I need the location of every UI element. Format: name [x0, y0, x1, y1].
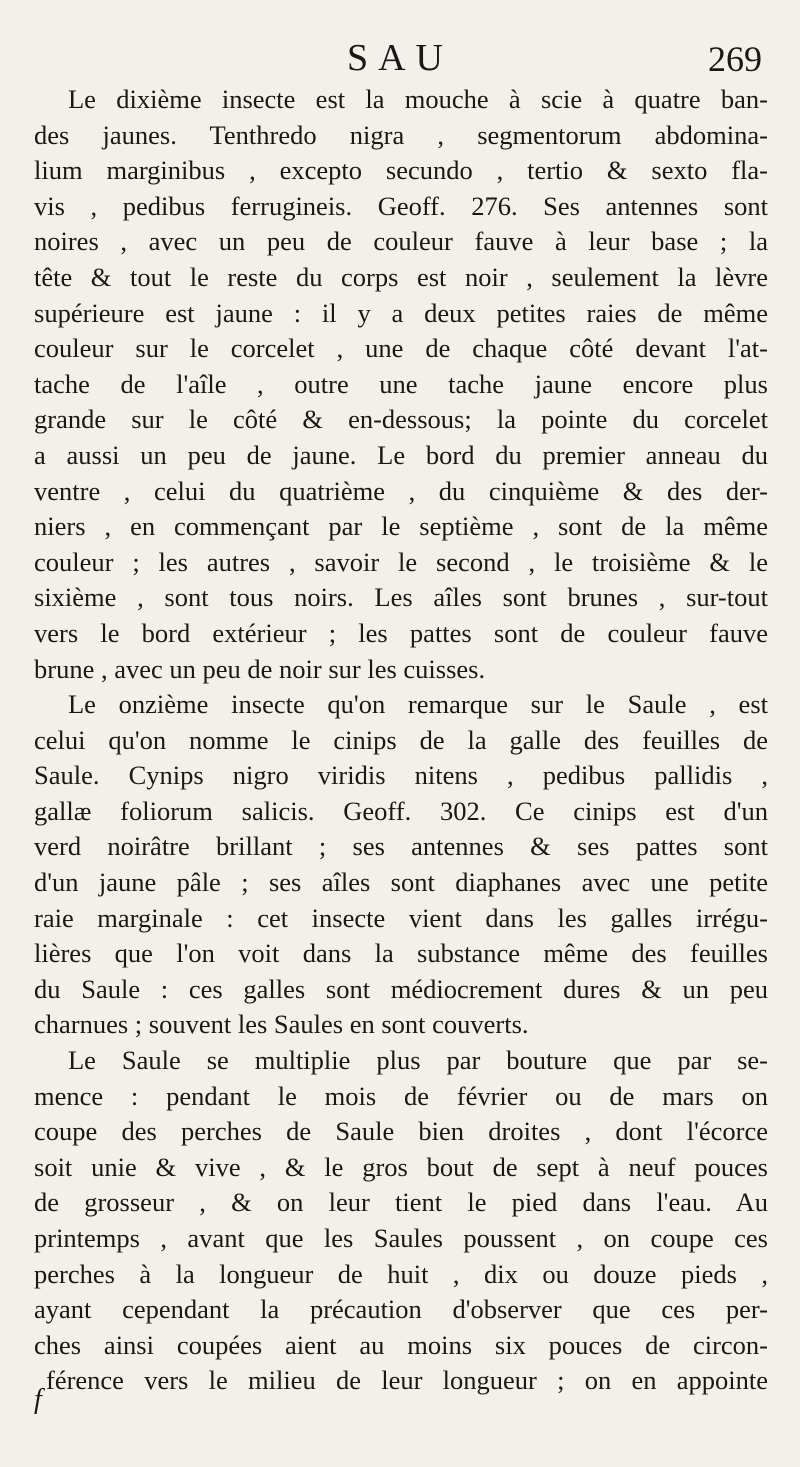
text-line: verd noirâtre brillant ; ses antennes & ses pattes sont	[34, 831, 768, 862]
text-line: ches ainsi coupées aient au moins six pouces de circon-	[34, 1329, 768, 1360]
text-line: soit unie & vive , & le gros bout de sept à neuf pouces	[34, 1151, 768, 1182]
running-title: SAU	[346, 37, 454, 79]
text-line: mence : pendant le mois de février ou de mars on	[34, 1080, 768, 1111]
text-line: d'un jaune pâle ; ses aîles sont diaphanes avec une petite	[34, 867, 768, 898]
text-line: coupe des perches de Saule bien droites , dont l'écorce	[34, 1116, 768, 1147]
text-line: printemps , avant que les Saules poussent , on coupe ces	[34, 1223, 768, 1253]
text-line: ayant cependant la précaution d'observer que ces per-	[34, 1294, 768, 1325]
paragraph-2	[34, 687, 768, 1043]
text-line: vis , pedibus ferrugineis. Geoff. 276. Ses antennes sont	[34, 190, 768, 221]
text-line: noires , avec un peu de couleur fauve à leur base ; la	[34, 226, 768, 257]
text-line: perches à la longueur de huit , dix ou douze pieds ,	[34, 1258, 768, 1289]
text-line: des jaunes. Tenthredo nigra , segmentorum abdomina-	[34, 119, 768, 150]
text-line: lium marginibus , excepto secundo , tertio & sexto fla-	[34, 155, 768, 186]
text-line: tache de l'aîle , outre une tache jaune encore plus	[34, 368, 768, 399]
text-line: niers , en commençant par le septième , sont de la même	[34, 511, 768, 542]
text-line: Saule. Cynips nigro viridis nitens , pedibus pallidis ,	[34, 760, 768, 791]
page-number: 269	[708, 39, 762, 79]
text-line: sixième , sont tous noirs. Les aîles sont brunes , sur-tout	[34, 582, 768, 613]
text-line: supérieure est jaune : il y a deux petites raies de même	[34, 297, 768, 328]
text-line: Le Saule se multiplie plus par bouture que par se-	[68, 1045, 768, 1076]
text-line: brune , avec un peu de noir sur les cuisses.	[34, 653, 486, 684]
text-line: Le onzième insecte qu'on remarque sur le Saule , est	[68, 689, 768, 720]
text-line: gallæ foliorum salicis. Geoff. 302. Ce cinips est d'un	[34, 795, 768, 826]
text-line: ventre , celui du quatrième , du cinquième & des der-	[34, 475, 768, 506]
paragraph-1	[34, 82, 768, 687]
text-line: Le dixième insecte est la mouche à scie à quatre ban-	[68, 84, 768, 114]
text-line: raie marginale : cet insecte vient dans les galles irrégu-	[34, 902, 768, 933]
text-line: vers le bord extérieur ; les pattes sont de couleur fauve	[34, 617, 768, 648]
running-head	[0, 36, 800, 86]
text-line: grande sur le côté & en-dessous; la pointe du corcelet	[34, 404, 768, 435]
text-line: charnues ; souvent les Saules en sont couverts.	[34, 1009, 529, 1040]
text-line: couleur ; les autres , savoir le second , le troisième & le	[34, 546, 768, 577]
text-line: celui qu'on nomme le cinips de la galle des feuilles de	[34, 724, 768, 755]
paragraph-3	[34, 1043, 768, 1399]
text-line: de grosseur , & on leur tient le pied dans l'eau. Au	[34, 1187, 768, 1218]
text-line: férence vers le milieu de leur longueur ; on en appointe	[46, 1365, 768, 1396]
text-line: a aussi un peu de jaune. Le bord du premier anneau du	[34, 439, 768, 470]
text-body	[34, 82, 768, 1399]
signature-mark: f	[34, 1384, 42, 1415]
text-line: tête & tout le reste du corps est noir , seulement la lèvre	[34, 261, 768, 292]
text-line: couleur sur le corcelet , une de chaque côté devant l'at-	[34, 333, 768, 364]
text-line: du Saule : ces galles sont médiocrement dures & un peu	[34, 973, 768, 1004]
text-line: lières que l'on voit dans la substance même des feuilles	[34, 938, 768, 969]
